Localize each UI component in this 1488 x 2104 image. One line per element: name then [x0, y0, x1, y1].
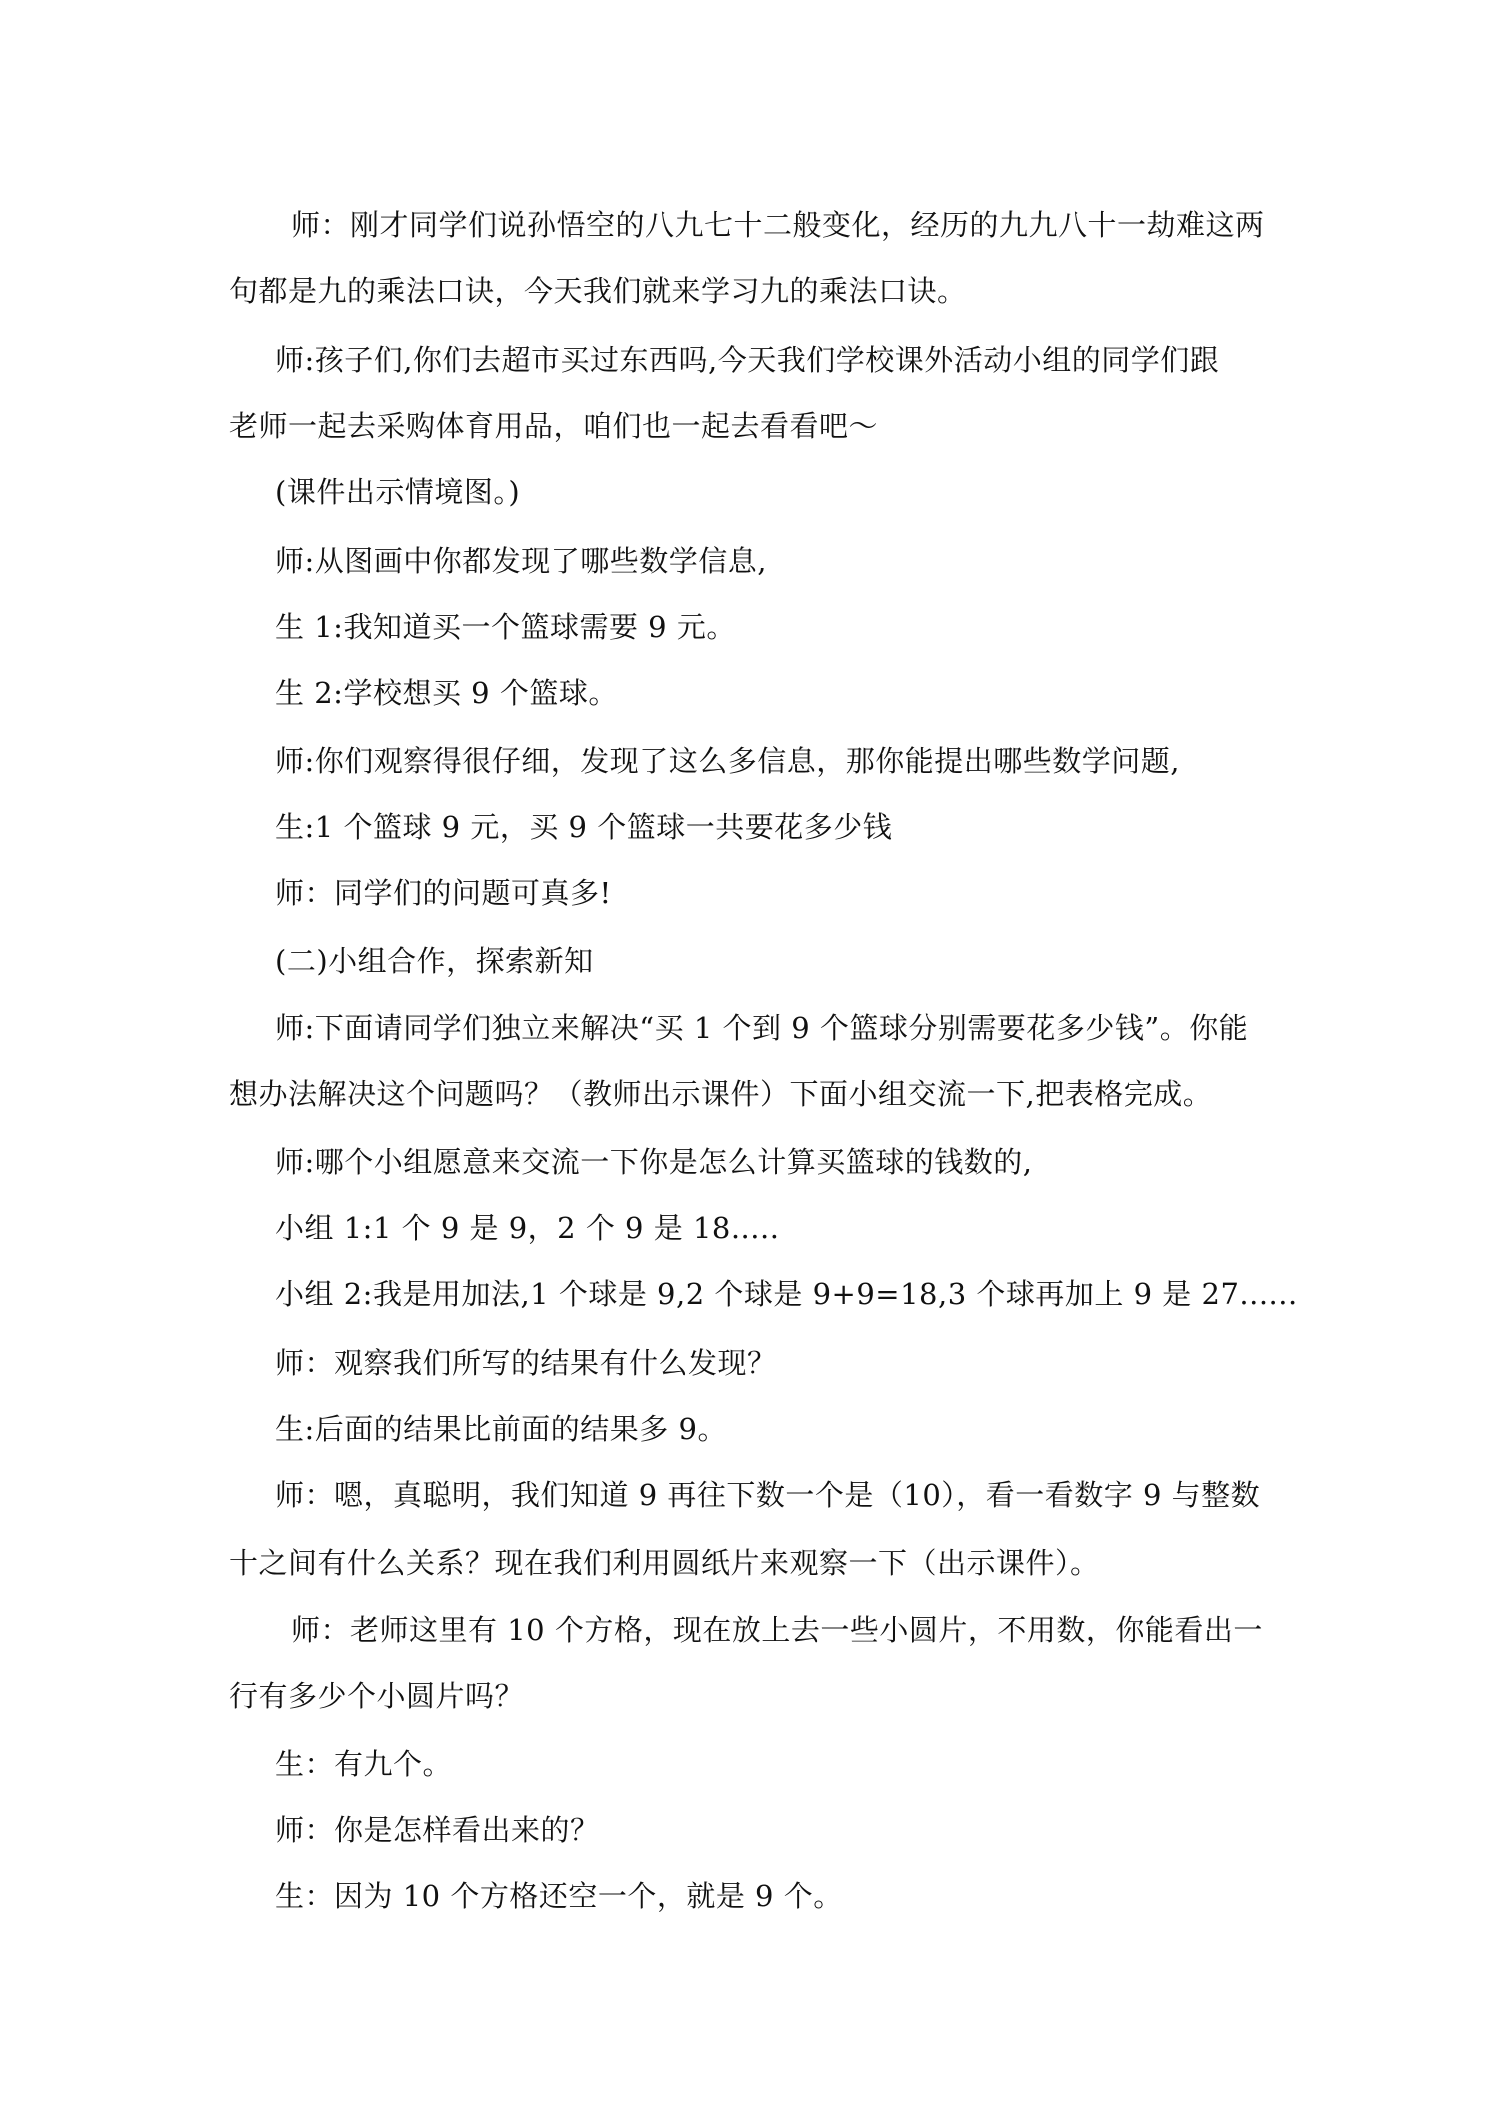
- paragraph-line: 师：同学们的问题可真多!: [275, 876, 612, 910]
- paragraph-line: 小组 1:1 个 9 是 9，2 个 9 是 18.....: [275, 1211, 780, 1245]
- paragraph-line: 生:1 个篮球 9 元，买 9 个篮球一共要花多少钱: [275, 810, 893, 844]
- paragraph-line: 生:后面的结果比前面的结果多 9。: [275, 1412, 727, 1446]
- paragraph-line: 生：因为 10 个方格还空一个，就是 9 个。: [275, 1879, 843, 1913]
- paragraph-line: (课件出示情境图。): [275, 475, 521, 509]
- paragraph-line: 师:你们观察得很仔细，发现了这么多信息，那你能提出哪些数学问题,: [275, 744, 1180, 778]
- section-heading: (二)小组合作，探索新知: [275, 944, 594, 978]
- paragraph-line: 小组 2:我是用加法,1 个球是 9,2 个球是 9+9=18,3 个球再加上 9 是 27......: [275, 1277, 1298, 1311]
- paragraph-line: 老师一起去采购体育用品，咱们也一起去看看吧～: [229, 409, 879, 443]
- paragraph-line: 句都是九的乘法口诀，今天我们就来学习九的乘法口诀。: [229, 274, 967, 308]
- paragraph-line: 师:孩子们,你们去超市买过东西吗,今天我们学校课外活动小组的同学们跟: [275, 343, 1220, 377]
- paragraph-line: 想办法解决这个问题吗？（教师出示课件）下面小组交流一下,把表格完成。: [229, 1077, 1213, 1111]
- paragraph-line: 师：观察我们所写的结果有什么发现？: [275, 1346, 777, 1380]
- paragraph-line: 十之间有什么关系？现在我们利用圆纸片来观察一下（出示课件）。: [229, 1546, 1100, 1580]
- paragraph-line: 师:下面请同学们独立来解决“买 1 个到 9 个篮球分别需要花多少钱”。你能: [275, 1011, 1249, 1045]
- paragraph-line: 师：嗯，真聪明，我们知道 9 再往下数一个是（10），看一看数字 9 与整数: [275, 1478, 1261, 1512]
- paragraph-line: 生 1:我知道买一个篮球需要 9 元。: [275, 610, 736, 644]
- paragraph-line: 生 2:学校想买 9 个篮球。: [275, 676, 618, 710]
- paragraph-line: 师：刚才同学们说孙悟空的八九七十二般变化，经历的九九八十一劫难这两: [291, 208, 1265, 242]
- paragraph-line: 师:哪个小组愿意来交流一下你是怎么计算买篮球的钱数的,: [275, 1145, 1033, 1179]
- paragraph-line: 师:从图画中你都发现了哪些数学信息,: [275, 544, 767, 578]
- paragraph-line: 师：你是怎样看出来的？: [275, 1813, 600, 1847]
- paragraph-line: 行有多少个小圆片吗？: [229, 1679, 525, 1713]
- paragraph-line: 生：有九个。: [275, 1747, 453, 1781]
- paragraph-line: 师：老师这里有 10 个方格，现在放上去一些小圆片，不用数，你能看出一: [291, 1613, 1263, 1647]
